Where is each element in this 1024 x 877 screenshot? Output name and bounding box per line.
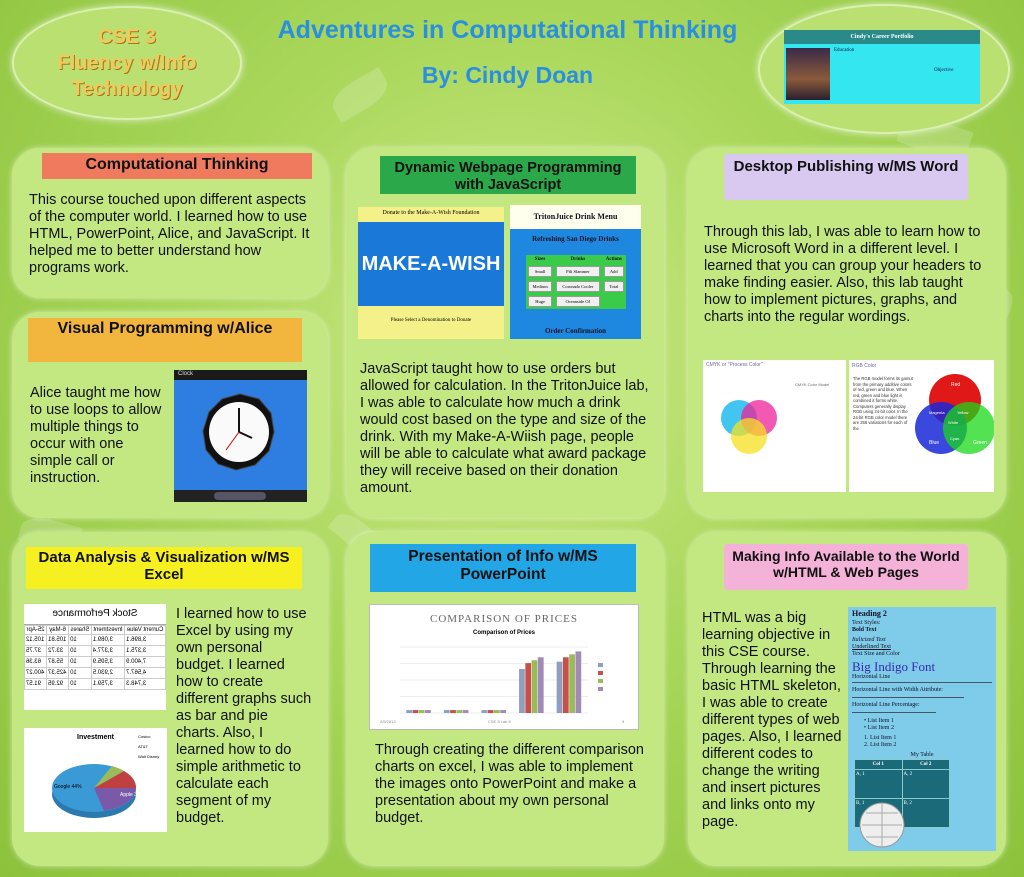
portfolio-education: Education bbox=[834, 48, 855, 53]
course-name-line1: Fluency w/Info bbox=[57, 52, 197, 74]
sheet-col-header: 6-May bbox=[47, 626, 69, 635]
sheet-cell: 3,377.4 bbox=[91, 646, 124, 657]
sheet-cell: 63.36 bbox=[25, 657, 47, 668]
triton-col-header: Actions bbox=[605, 257, 622, 262]
rgb-cyan-label: Cyan bbox=[950, 436, 960, 441]
sheet-cell: 425.37 bbox=[47, 668, 69, 679]
chart-legend-swatch bbox=[598, 687, 603, 691]
cmyk-label: CMYK or "Process Color" bbox=[706, 362, 763, 368]
course-name-line2: Technology bbox=[71, 78, 183, 100]
html-olist-item: 2. List Item 2 bbox=[864, 742, 897, 748]
sheet-cell: 2,930.5 bbox=[91, 668, 124, 679]
cmyk-screenshot bbox=[703, 360, 846, 492]
course-code: CSE 3 bbox=[98, 26, 156, 48]
excel-pie-chart bbox=[24, 728, 167, 832]
excel-stock-sheet bbox=[24, 604, 166, 710]
triton-button[interactable]: Oceanside OJ bbox=[556, 296, 599, 307]
triton-button[interactable]: Pili Slammer bbox=[556, 266, 599, 277]
html-big-font: Big Indigo Font bbox=[852, 659, 936, 674]
html-table-cell: B, 1 bbox=[855, 799, 903, 828]
powerpoint-slide bbox=[369, 604, 639, 730]
html-list-item: • List Item 2 bbox=[864, 725, 894, 731]
pie-title: Investment bbox=[77, 734, 114, 741]
html-table-header: Col 1 bbox=[855, 760, 903, 770]
excel-title: Data Analysis & Visualization w/MS Excel bbox=[26, 547, 302, 589]
sheet-cell: 10 bbox=[69, 646, 92, 657]
chart-bar bbox=[525, 663, 531, 713]
makeawish-logo-text: MAKE-A-WISH bbox=[361, 252, 501, 275]
html-italic: Italicized Text bbox=[852, 637, 886, 643]
chart-bar bbox=[575, 651, 581, 713]
alice-scene bbox=[174, 380, 307, 490]
chart-bar bbox=[481, 710, 487, 713]
sheet-cell: 92.95 bbox=[47, 679, 69, 690]
chart-bar bbox=[456, 710, 462, 713]
html-hline-width: Horizontal Line with Width Attribute: bbox=[852, 687, 943, 693]
html-table-caption: My Table bbox=[910, 752, 934, 758]
chart-legend-swatch bbox=[598, 671, 603, 675]
makeawish-footer: Please Select a Denomination to Donate bbox=[390, 318, 472, 323]
rgb-screenshot bbox=[849, 360, 994, 492]
triton-footer: Order Confirmation bbox=[544, 327, 607, 335]
page-title: Adventures in Computational Thinking bbox=[277, 16, 738, 44]
sheet-cell: 55.87 bbox=[47, 657, 69, 668]
chart-bar bbox=[538, 657, 544, 713]
rgb-text: The RGB model forms its gamut from the primary additive colors of red, green and blue. When red, green and blue light is combined it forms white. Computers generally display RGB using 24-bit color. In the 24-bit RGB color model there are 256 variations for each of the bbox=[853, 376, 913, 431]
sheet-cell: 10 bbox=[69, 668, 92, 679]
slide-footer-number: 9 bbox=[622, 719, 625, 724]
comparison-bar-chart bbox=[388, 643, 620, 723]
rgb-magenta-label: Magenta bbox=[929, 410, 945, 415]
clock-icon bbox=[174, 380, 307, 490]
html-page-screenshot bbox=[848, 607, 996, 851]
sheet-cell: 105.12 bbox=[25, 635, 47, 646]
portfolio-title: Cindy's Career Portfolio bbox=[784, 30, 980, 44]
alice-player-controls[interactable] bbox=[174, 490, 307, 502]
alice-clock-screenshot bbox=[174, 370, 307, 502]
sheet-cell: 3,759.1 bbox=[91, 679, 124, 690]
table-row bbox=[855, 770, 950, 799]
sheet-cell: 10 bbox=[69, 635, 92, 646]
html-table-cell: A, 2 bbox=[902, 770, 950, 799]
powerpoint-title: Presentation of Info w/MS PowerPoint bbox=[370, 544, 636, 592]
slide-chart-title: Comparison of Prices bbox=[472, 630, 535, 636]
html-olist-item: 1. List Item 1 bbox=[864, 735, 897, 741]
portfolio-objective: Objective bbox=[934, 68, 954, 73]
table-row bbox=[25, 635, 166, 646]
sheet-cell: 3,595.9 bbox=[91, 657, 124, 668]
stock-table bbox=[24, 625, 166, 690]
sheet-cell: 37.75 bbox=[25, 646, 47, 657]
chart-bar bbox=[419, 710, 425, 713]
cmyk-side-label: CMYK Color Model bbox=[795, 382, 830, 387]
pie-label-disney: Walt Disney bbox=[138, 754, 160, 759]
slide-title: COMPARISON OF PRICES bbox=[430, 613, 578, 625]
chart-legend-swatch bbox=[598, 679, 603, 683]
triton-menu-table bbox=[526, 255, 626, 309]
html-hline: Horizontal Line bbox=[852, 674, 992, 683]
chart-bar bbox=[494, 710, 500, 713]
alice-window-title: Clock bbox=[178, 371, 194, 377]
triton-button[interactable]: Medium bbox=[528, 281, 552, 292]
makeawish-logo bbox=[358, 222, 504, 306]
rgb-yellow-label: Yellow bbox=[957, 410, 969, 415]
chart-bar bbox=[519, 669, 525, 713]
chart-bar bbox=[569, 654, 575, 713]
triton-col-header: Sizes bbox=[534, 257, 546, 262]
course-badge bbox=[12, 6, 242, 120]
html-heading2: Heading 2 bbox=[852, 609, 887, 618]
sheet-cell: 400.27 bbox=[25, 668, 47, 679]
word-text: Through this lab, I was able to learn how to use Microsoft Word in a different level. I learned that you can group your headers to make finding easier. Also, this lab taught how to implement pictures, graphs, and charts into the regular wordings. bbox=[704, 224, 982, 325]
html-title: Making Info Available to the World w/HTML & Web Pages bbox=[724, 544, 968, 590]
chart-bar bbox=[444, 710, 450, 713]
html-list-item-text: List Item 1 bbox=[867, 718, 894, 724]
table-row bbox=[25, 668, 166, 679]
rgb-green-label: Green bbox=[973, 440, 987, 446]
sheet-cell: 7,400.9 bbox=[125, 657, 166, 668]
rgb-red-label: Red bbox=[951, 382, 961, 388]
chart-bar bbox=[406, 710, 412, 713]
sheet-cell: 3,748.3 bbox=[125, 679, 166, 690]
sheet-col-header: 25-Apr bbox=[25, 626, 47, 635]
html-underline: Underlined Text bbox=[852, 644, 891, 650]
tritonjuice-screenshot bbox=[510, 205, 641, 339]
html-text-styles: Text Styles: bbox=[852, 620, 881, 626]
html-table-header: Col 2 bbox=[902, 760, 950, 770]
javascript-title: Dynamic Webpage Programming with JavaScript bbox=[380, 156, 636, 194]
table-row bbox=[25, 679, 166, 690]
pie-label-costco: Costco bbox=[138, 734, 151, 739]
chart-bar bbox=[425, 710, 431, 713]
html-font-size: Text Size and Color bbox=[852, 651, 900, 657]
html-hline-pct: Horizontal Line Percentage: bbox=[852, 702, 920, 708]
rgb-white-label: White bbox=[948, 420, 959, 425]
html-table-cell: A, 1 bbox=[855, 770, 903, 799]
alice-text: Alice taught me how to use loops to allow multiple things to occur with one simple call or instruction. bbox=[30, 385, 162, 486]
sheet-cell: 10 bbox=[69, 657, 92, 668]
word-title: Desktop Publishing w/MS Word bbox=[724, 154, 968, 200]
html-bold: Bold Text bbox=[852, 627, 877, 633]
rgb-blue-label: Blue bbox=[929, 440, 940, 446]
triton-title: TritonJuice Drink Menu bbox=[510, 205, 641, 229]
alice-title: Visual Programming w/Alice bbox=[28, 318, 302, 362]
sheet-col-header: Shares bbox=[70, 627, 90, 633]
sheet-cell: 105.81 bbox=[47, 635, 69, 646]
html-table-cell: B, 2 bbox=[902, 799, 950, 828]
chart-bar bbox=[532, 660, 538, 713]
powerpoint-text: Through creating the different comparison charts on excel, I was able to implement the images onto PowerPoint and make a presentation about my own personal budget. bbox=[375, 742, 644, 826]
excel-text: I learned how to use Excel by using my own personal budget. I learned how to create different graphs such as bar and pie charts. Also, I learned how to do simple arithmetic to calculate each segment of my budget. bbox=[176, 606, 312, 826]
triton-col-header: Drinks bbox=[570, 257, 586, 262]
javascript-text: JavaScript taught how to use orders but allowed for calculation. In the TritonJuice lab, I was able to calculate how much a drink would cost based on the type and size of the drink. With my Make-A-Wiish page, people will be able to calculate what award package they will receive based on their donation amount. bbox=[360, 361, 649, 496]
sheet-col-header: Current Value bbox=[125, 626, 166, 635]
sheet-cell: 3,896.1 bbox=[125, 635, 166, 646]
wikipedia-globe-icon bbox=[852, 799, 912, 849]
chart-bar bbox=[450, 710, 456, 713]
makeawish-screenshot bbox=[358, 207, 504, 339]
page-byline: By: Cindy Doan bbox=[421, 62, 594, 88]
triton-button[interactable]: Huge bbox=[528, 296, 552, 307]
sheet-cell: 33.72 bbox=[47, 646, 69, 657]
sheet-cell: 91.57 bbox=[25, 679, 47, 690]
rgb-venn-diagram bbox=[915, 366, 994, 488]
chart-bar bbox=[500, 710, 506, 713]
chart-bar bbox=[413, 710, 419, 713]
cmyk-venn-diagram bbox=[705, 388, 795, 468]
sheet-cell: 3,375.1 bbox=[125, 646, 166, 657]
computational-thinking-text: This course touched upon different aspects of the computer world. I learned how to use HTML, PowerPoint, Alice, and JavaScript. It helped me to better understand how programs work. bbox=[29, 192, 310, 276]
chart-bar bbox=[557, 662, 563, 713]
portfolio-thumbnail bbox=[784, 30, 980, 104]
sheet-title: Stock Performance bbox=[24, 604, 166, 625]
pie-label-att: AT&T bbox=[138, 744, 148, 749]
html-list-item: • List Item 1 bbox=[864, 718, 894, 724]
portfolio-photo bbox=[786, 48, 830, 100]
chart-legend-swatch bbox=[598, 663, 603, 667]
sheet-cell: 3,089.1 bbox=[91, 635, 124, 646]
chart-bar bbox=[563, 657, 569, 713]
html-list-item-text: List Item 2 bbox=[867, 725, 894, 731]
slide-footer-date: 2/5/2013 bbox=[380, 719, 396, 724]
sheet-col-header: Investment bbox=[91, 626, 124, 635]
table-row bbox=[25, 657, 166, 668]
sheet-cell: 10 bbox=[69, 679, 92, 690]
sheet-cell: 4,567.7 bbox=[125, 668, 166, 679]
html-text: HTML was a big learning objective in this CSE course. Through learning the basic HTML skeleton, I was able to create different types of web pages. Also, I learned different codes to change the writing and insert pictures and links onto my page. bbox=[702, 610, 842, 830]
table-row bbox=[25, 646, 166, 657]
triton-button[interactable]: Small bbox=[528, 266, 552, 277]
triton-subtitle: Refreshing San Diego Drinks bbox=[532, 235, 619, 243]
computational-thinking-title: Computational Thinking bbox=[42, 153, 312, 179]
pie-label-apple: Apple 30% bbox=[120, 792, 145, 798]
makeawish-header: Donate to the Make-A-Wish Foundation bbox=[382, 210, 480, 216]
chart-bar bbox=[463, 710, 469, 713]
slide-footer-title: CSE 3 Lab 5 bbox=[488, 719, 511, 724]
triton-button[interactable]: Add bbox=[604, 266, 624, 277]
rgb-label: RGB Color bbox=[852, 363, 877, 369]
triton-button[interactable]: Coronado Cooler bbox=[556, 281, 599, 292]
pie-label-google: Google 44% bbox=[54, 784, 82, 790]
chart-bar bbox=[488, 710, 494, 713]
triton-button[interactable]: Total bbox=[604, 281, 624, 292]
